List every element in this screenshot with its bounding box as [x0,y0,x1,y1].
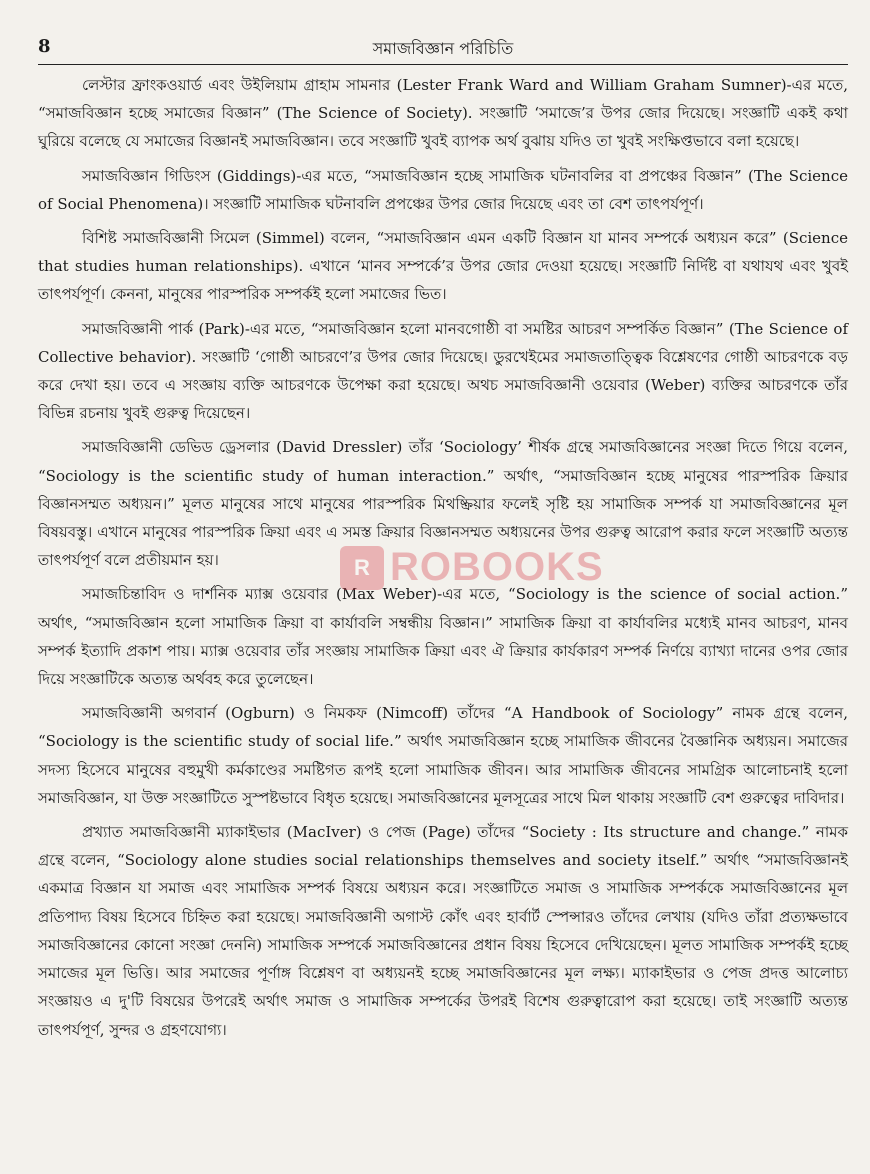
paragraph-dressler: সমাজবিজ্ঞানী ডেভিড ড্রেসলার (David Dressler) তাঁর ‘Sociology’ শীর্ষক গ্রন্থে সমাজবিজ্ঞানের সংজ্ঞা দিতে গিয়ে বলেন, “Sociology is the scientific study of human interaction.” অর্থাৎ, “সমাজবিজ্ঞান হচ্ছে মানুষের পারস্পরিক ক্রিয়ার বিজ্ঞানসম্মত অধ্যয়ন।” মূলত মানুষের সাথে মানুষের পারস্পরিক মিথষ্ক্রিয়ার ফলেই সৃষ্টি হয় সামাজিক সম্পর্ক যা সমাজবিজ্ঞানের মূল বিষয়বস্তু। এখানে মানুষের পারস্পরিক ক্রিয়া এবং এ সমস্ত ক্রিয়ার বিজ্ঞানসম্মত অধ্যয়নের উপর গুরুত্ব আরোপ করার ফলে সংজ্ঞাটি অত্যন্ত তাৎপর্যপূর্ণ বলে প্রতীয়মান হয়। [38,438,848,570]
watermark-mark-icon: R [340,546,384,590]
paragraph-simmel: বিশিষ্ট সমাজবিজ্ঞানী সিমেল (Simmel) বলেন, “সমাজবিজ্ঞান এমন একটি বিজ্ঞান যা মানব সম্পর্কে অধ্যয়ন করে” (Science that studies human relationships). এখানে ‘মানব সম্পর্কে’র উপর জোর দেওয়া হয়েছে। সংজ্ঞাটি নির্দিষ্ট বা যথাযথ এবং খুবই তাৎপর্যপূর্ণ। কেননা, মানুষের পারস্পরিক সম্পর্কই হলো সমাজের ভিত। [38,229,848,304]
page-number: 8 [38,36,51,57]
watermark-text: ROBOOKS [390,545,604,589]
page-header [38,30,848,65]
paragraph-park: সমাজবিজ্ঞানী পার্ক (Park)-এর মতে, “সমাজবিজ্ঞান হলো মানবগোষ্ঠী বা সমষ্টির আচরণ সম্পর্কিত বিজ্ঞান” (The Science of Collective behavior). সংজ্ঞাটি ‘গোষ্ঠী আচরণে’র উপর জোর দিয়েছে। ডুরখেইমের সমাজতাত্ত্বিক বিশ্লেষণের গোষ্ঠী আচরণকে বড় করে দেখা হয়। তবে এ সংজ্ঞায় ব্যক্তি আচরণকে উপেক্ষা করা হয়েছে। অথচ সমাজবিজ্ঞানী ওয়েবার (Weber) ব্যক্তির আচরণকে তাঁর বিভিন্ন রচনায় খুবই গুরুত্ব দিয়েছেন। [38,319,848,423]
paragraph-giddings: সমাজবিজ্ঞান গিডিংস (Giddings)-এর মতে, “সমাজবিজ্ঞান হচ্ছে সামাজিক ঘটনাবলির বা প্রপঞ্চের বিজ্ঞান” (The Science of Social Phenomena)। সংজ্ঞাটি সামাজিক ঘটনাবলি প্রপঞ্চের উপর জোর দিয়েছে এবং তা বেশ তাৎপর্যপূর্ণ। [38,166,848,213]
body-text [38,71,848,1044]
running-title: সমাজবিজ্ঞান পরিচিতি [372,39,514,58]
paragraph-ward-sumner: লেস্টার ফ্রাংকওয়ার্ড এবং উইলিয়াম গ্রাহাম সামনার (Lester Frank Ward and William Graham Sumner)-এর মতে, “সমাজবিজ্ঞান হচ্ছে সমাজের বিজ্ঞান” (The Science of Society). সংজ্ঞাটি ‘সমাজে’র উপর জোর দিয়েছে। সংজ্ঞাটি একই কথা ঘুরিয়ে বলেছে যে সমাজের বিজ্ঞানই সমাজবিজ্ঞান। তবে সংজ্ঞাটি খুবই ব্যাপক অর্থ বুঝায় যদিও তা খুবই সংক্ষিপ্তভাবে বলা হয়েছে। [38,76,848,151]
paragraph-ogburn-nimcoff: সমাজবিজ্ঞানী অগবার্ন (Ogburn) ও নিমকফ (Nimcoff) তাঁদের “A Handbook of Sociology” নামক গ্রন্থে বলেন, “Sociology is the scientific study of social life.” অর্থাৎ সমাজবিজ্ঞান হচ্ছে সামাজিক জীবনের বৈজ্ঞানিক অধ্যয়ন। সমাজের সদস্য হিসেবে মানুষের বহুমুখী কর্মকাণ্ডের সমষ্টিগত রূপই হলো সামাজিক জীবন। আর সামাজিক জীবনের সামগ্রিক আলোচনাই হলো সমাজবিজ্ঞান, যা উক্ত সংজ্ঞাটিতে সুস্পষ্টভাবে বিধৃত হয়েছে। সমাজবিজ্ঞানের মূলসূত্রের সাথে মিল থাকায় সংজ্ঞাটি বেশ গুরুত্বের দাবিদার। [38,704,848,807]
paragraph-maciver-page: প্রখ্যাত সমাজবিজ্ঞানী ম্যাকাইভার (MacIver) ও পেজ (Page) তাঁদের “Society : Its structure and change.” নামক গ্রন্থে বলেন, “Sociology alone studies social relationships themselves and society itself.” অর্থাৎ “সমাজবিজ্ঞানই একমাত্র বিজ্ঞান যা সমাজ এবং সামাজিক সম্পর্ক বিষয়ে অধ্যয়ন করে। সংজ্ঞাটিতে সমাজ ও সামাজিক সম্পর্ককে সমাজবিজ্ঞানের মূল প্রতিপাদ্য বিষয় হিসেবে চিহ্নিত করা হয়েছে। সমাজবিজ্ঞানী অগাস্ট কোঁৎ এবং হার্বার্ট স্পেন্সারও তাঁদের লেখায় (যদিও তাঁরা প্রত্যক্ষভাবে সমাজবিজ্ঞানের কোনো সংজ্ঞা দেননি) সামাজিক সম্পর্কে সমাজবিজ্ঞানের প্রধান বিষয় হিসেবে দেখিয়েছেন। মূলত সামাজিক সম্পর্কই হচ্ছে সমাজের মূল ভিত্তি। আর সমাজের পূর্ণাঙ্গ বিশ্লেষণ বা অধ্যয়নই হচ্ছে সমাজবিজ্ঞানের মূল লক্ষ্য। ম্যাকাইভার ও পেজ প্রদত্ত আলোচ্য সংজ্ঞায়ও এ দু'টি বিষয়ের উপরেই অর্থাৎ সমাজ ও সামাজিক সম্পর্কের উপরই বিশেষ গুরুত্বারোপ করা হয়েছে। তাই সংজ্ঞাটি অত্যন্ত তাৎপর্যপূর্ণ, সুন্দর ও গ্রহণযোগ্য। [38,823,848,1039]
paragraph-weber: সমাজচিন্তাবিদ ও দার্শনিক ম্যাক্স ওয়েবার (Max Weber)-এর মতে, “Sociology is the science of social action.” অর্থাৎ, “সমাজবিজ্ঞান হলো সামাজিক ক্রিয়া বা কার্যাবলি সম্বন্ধীয় বিজ্ঞান।” সামাজিক ক্রিয়া বা কার্যাবলির মধ্যেই মানব আচরণ, মানব সম্পর্ক ইত্যাদি প্রকাশ পায়। ম্যাক্স ওয়েবার তাঁর সংজ্ঞায় সামাজিক ক্রিয়া এবং ঐ ক্রিয়ার কার্যকারণ সম্পর্ক নির্ণয়ে ব্যাখ্যা দানের ওপর জোর দিয়ে সংজ্ঞাটিকে অত্যন্ত অর্থবহ করে তুলেছেন। [38,585,848,689]
